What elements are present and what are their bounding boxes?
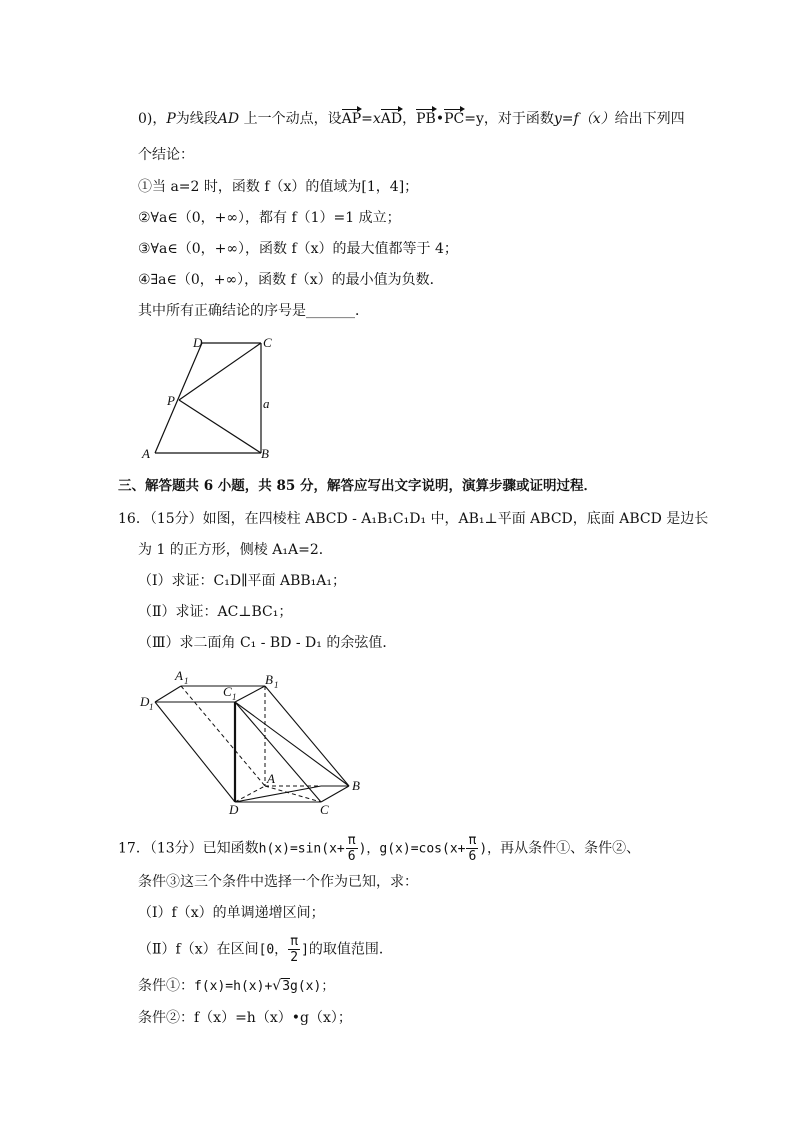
- q15-line-2: 个结论：: [138, 147, 194, 163]
- vector-ad: AD: [380, 111, 403, 127]
- label-d1: D: [140, 694, 150, 709]
- q17-condition-1: 条件①：f(x)=h(x)+√3g(x)；: [138, 978, 335, 994]
- q15-line-1: 0)，P为线段AD 上一个动点，设AP=xAD，PB•PC=y，对于函数y=f（x）给出下列四: [138, 111, 685, 127]
- label-a-side: a: [263, 396, 270, 411]
- edge-dc: [235, 786, 321, 802]
- fraction-pi-over-6-h: $\frac{\pi}{6}$: [347, 833, 356, 864]
- q17-condition-2: 条件②：f（x）=h（x）•g（x）；: [138, 1010, 352, 1026]
- label-a1-sub: 1: [184, 676, 189, 686]
- edge-b1b: [265, 686, 349, 786]
- q15-question: 其中所有正确结论的序号是_______．: [138, 303, 369, 319]
- label-c: C: [320, 802, 329, 817]
- edge-c1c: [235, 702, 321, 802]
- label-a: A: [142, 446, 150, 461]
- label-b: B: [352, 778, 360, 793]
- label-d1-sub: 1: [149, 702, 154, 712]
- sqrt-symbol: √: [272, 978, 282, 994]
- q17-line-2: 条件③这三个条件中选择一个作为已知，求：: [138, 874, 418, 890]
- label-a: A: [267, 771, 275, 786]
- hidden-edge-a1a: [181, 686, 265, 786]
- label-d: D: [193, 335, 203, 350]
- edge-c1b: [235, 702, 349, 786]
- hidden-edge-ac: [265, 786, 321, 802]
- label-a1: A: [175, 668, 183, 683]
- label-b1-sub: 1: [274, 680, 279, 690]
- q17-line-1: 17．（13分）已知函数h(x)=sin(x+ $\frac{\pi}{6}$ )，g(x)=cos(x+ $\frac{\pi}{6}$ )，再从条件①、条件②、: [118, 833, 641, 864]
- q15-conclusion-4: ④∃a∈（0，+∞），函数 f（x）的最小值为负数．: [138, 272, 444, 288]
- fraction-pi-over-2: $\frac{\pi}{2}$: [290, 934, 299, 965]
- segment-pb: [179, 400, 261, 453]
- vector-ap: AP: [341, 111, 362, 127]
- q15-conclusion-2: ②∀a∈（0，+∞），都有 f（1）=1 成立；: [138, 210, 401, 226]
- q16-line-1: 16．（15分）如图，在四棱柱 ABCD - A₁B₁C₁D₁ 中，AB₁⊥平面 ABCD，底面 ABCD 是边长: [118, 511, 709, 527]
- q16-part-2: （Ⅱ）求证：AC⊥BC₁；: [138, 604, 293, 620]
- q15-conclusion-3: ③∀a∈（0，+∞），函数 f（x）的最大值都等于 4；: [138, 241, 458, 257]
- q16-part-3: （Ⅲ）求二面角 C₁ - BD - D₁ 的余弦值．: [138, 635, 397, 651]
- edge-d1d: [155, 702, 235, 802]
- edge-ad: [155, 343, 202, 453]
- segment-pc: [179, 343, 261, 400]
- edge-d1a1: [155, 686, 181, 702]
- label-c: C: [263, 335, 272, 350]
- label-b1: B: [265, 672, 273, 687]
- label-d: D: [229, 802, 239, 817]
- figure-prism: [134, 664, 374, 820]
- label-c1: C: [223, 684, 232, 699]
- q17-part-2: （Ⅱ）f（x）在区间[0， $\frac{\pi}{2}$ ]的取值范围．: [138, 934, 393, 965]
- q17-part-1: （Ⅰ）f（x）的单调递增区间；: [138, 905, 325, 921]
- edge-cb-bottom: [321, 786, 349, 802]
- section-3-heading: 三、解答题共 6 小题，共 85 分，解答应写出文字说明，演算步骤或证明过程．: [118, 478, 597, 494]
- vector-pb: PB: [416, 111, 436, 127]
- q16-line-2: 为 1 的正方形，侧棱 A₁A=2．: [138, 542, 333, 558]
- q15-conclusion-1: ①当 a=2 时，函数 f（x）的值域为[1，4]；: [138, 179, 419, 195]
- figure-trapezoid: [130, 330, 290, 470]
- vector-pc: PC: [444, 111, 465, 127]
- q16-part-1: （Ⅰ）求证：C₁D∥平面 ABB₁A₁；: [138, 573, 347, 589]
- fraction-pi-over-6-g: $\frac{\pi}{6}$: [468, 833, 477, 864]
- label-p: P: [167, 393, 175, 408]
- label-b: B: [261, 446, 269, 461]
- edge-b1c1: [235, 686, 265, 702]
- label-c1-sub: 1: [232, 692, 237, 702]
